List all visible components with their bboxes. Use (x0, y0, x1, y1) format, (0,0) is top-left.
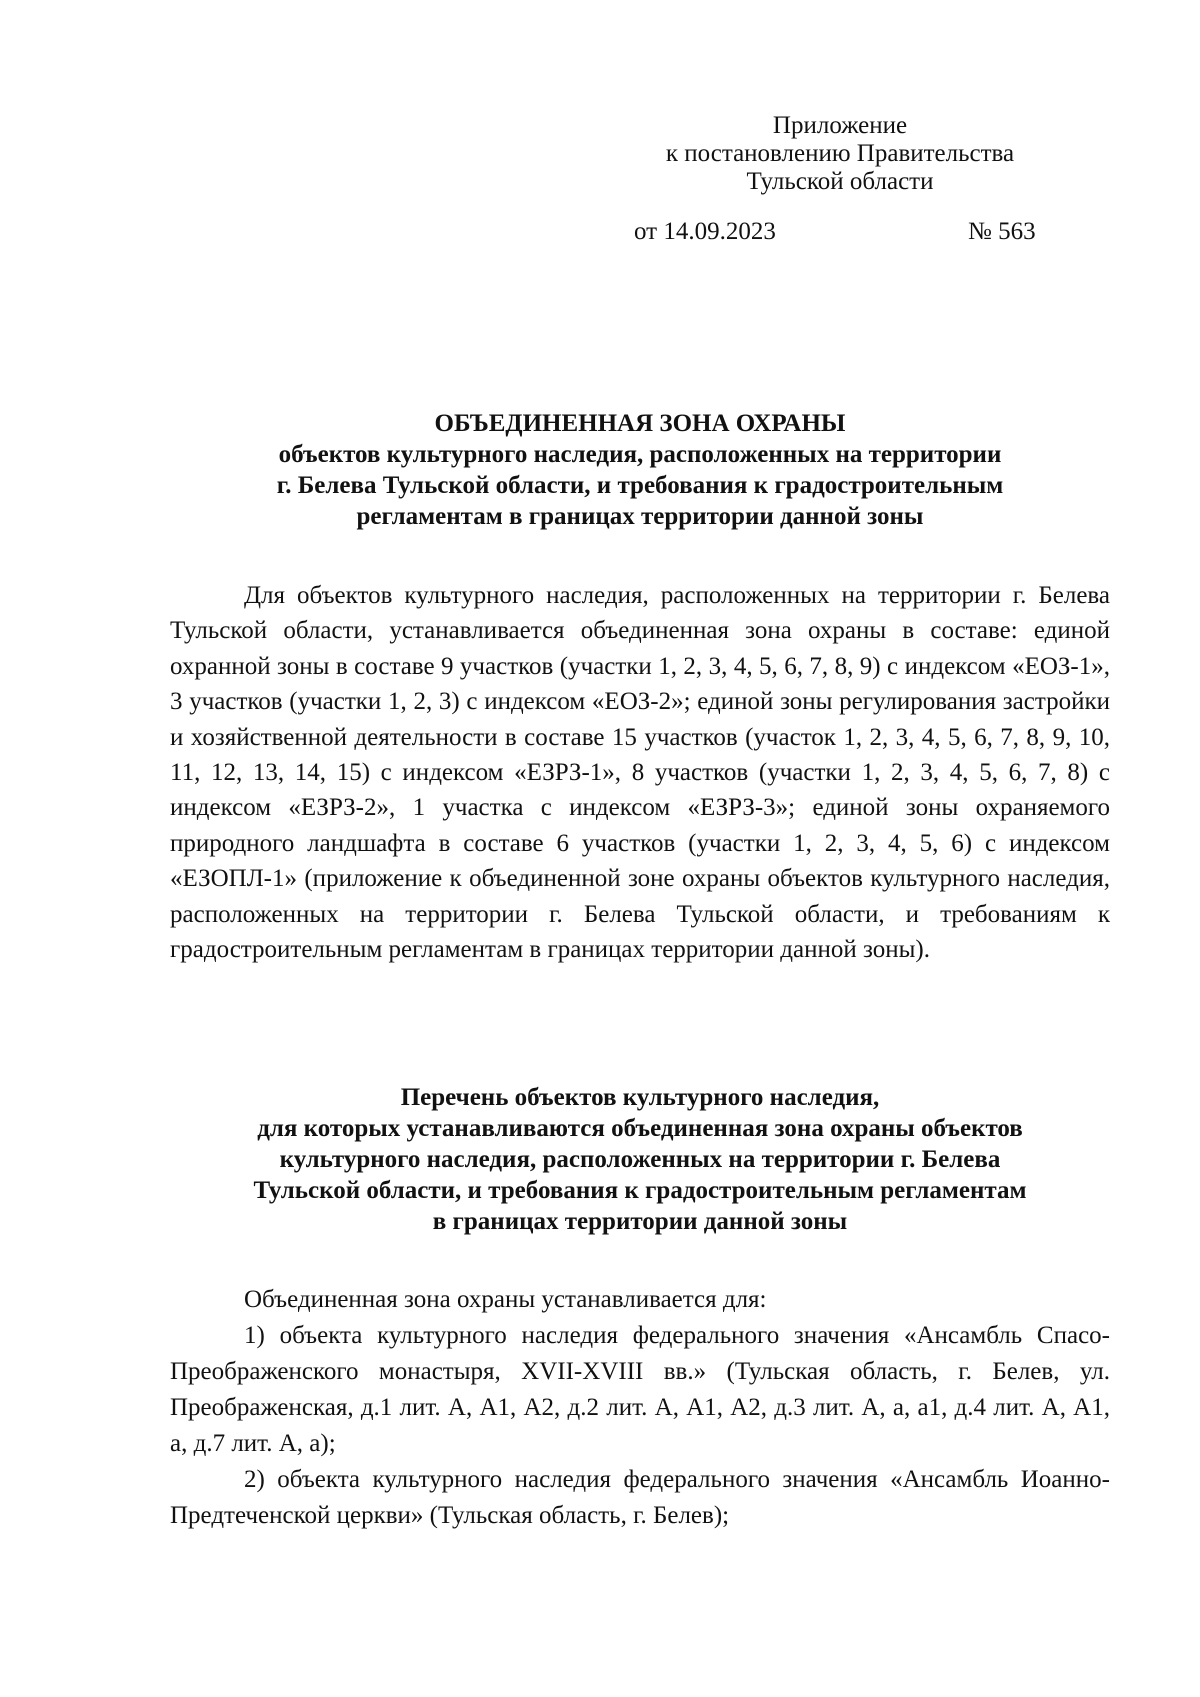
title-line-2: объектов культурного наследия, расположенных на территории (278, 441, 1002, 468)
list-title-line-1: Перечень объектов культурного наследия, (400, 1084, 880, 1111)
document-title (170, 408, 1110, 532)
appendix-line-1: Приложение (772, 112, 908, 139)
title-line-3: г. Белева Тульской области, и требования к градостроительным (276, 472, 1004, 499)
list-item: 1) объекта культурного наследия федерального значения «Ансамбль Спасо-Преображенского монастыря, XVII-XVIII вв.» (Тульская область, г. Белев, ул. Преображенская, д.1 лит. А, А1, А2, д.2 лит. А, А1, А2, д.3 лит. А, а, а1, д.4 лит. А, А1, а, д.7 лит. А, а); (170, 1322, 1110, 1457)
list-title-line-3: культурного наследия, расположенных на территории г. Белева (279, 1146, 1001, 1173)
title-line-1: ОБЪЕДИНЕННАЯ ЗОНА ОХРАНЫ (434, 410, 846, 437)
list-intro: Объединенная зона охраны устанавливается для: (244, 1286, 767, 1313)
appendix-line-2: к постановлению Правительства (665, 140, 1015, 167)
document-date: от 14.09.2023 (634, 218, 776, 245)
appendix-header (600, 112, 1080, 196)
list-title (170, 1082, 1110, 1237)
intro-paragraph: Для объектов культурного наследия, расположенных на территории г. Белева Тульской области, устанавливается объединенная зона охраны в составе: единой охранной зоны в составе 9 участков (участки 1, 2, 3, 4, 5, 6, 7, 8, 9) с индексом «ЕОЗ-1», 3 участков (участки 1, 2, 3) с индексом «ЕОЗ-2»; единой зоны регулирования застройки и хозяйственной деятельности в составе 15 участков (участок 1, 2, 3, 4, 5, 6, 7, 8, 9, 10, 11, 12, 13, 14, 15) с индексом «ЕЗРЗ-1», 8 участков (участки 1, 2, 3, 4, 5, 6, 7, 8) с индексом «ЕЗРЗ-2», 1 участка с индексом «ЕЗРЗ-3»; единой зоны охраняемого природного ландшафта в составе 6 участков (участки 1, 2, 3, 4, 5, 6) с индексом «ЕЗОПЛ-1» (приложение к объединенной зоне охраны объектов культурного наследия, расположенных на территории г. Белева Тульской области, и требованиям к градостроительным регламентам в границах территории данной зоны). (170, 582, 1110, 964)
list-item: 2) объекта культурного наследия федерального значения «Ансамбль Иоанно-Предтеченской церкви» (Тульская область, г. Белев); (170, 1466, 1110, 1529)
appendix-line-3: Тульской области (746, 168, 934, 195)
object-list (170, 1282, 1110, 1534)
intro-paragraph-block (170, 578, 1110, 967)
document-number: № 563 (968, 218, 1036, 245)
list-title-line-4: Тульской области, и требования к градостроительным регламентам (253, 1177, 1027, 1204)
title-line-4: регламентам в границах территории данной зоны (356, 503, 924, 530)
list-title-line-2: для которых устанавливаются объединенная зона охраны объектов (257, 1115, 1023, 1142)
list-title-line-5: в границах территории данной зоны (432, 1208, 848, 1235)
